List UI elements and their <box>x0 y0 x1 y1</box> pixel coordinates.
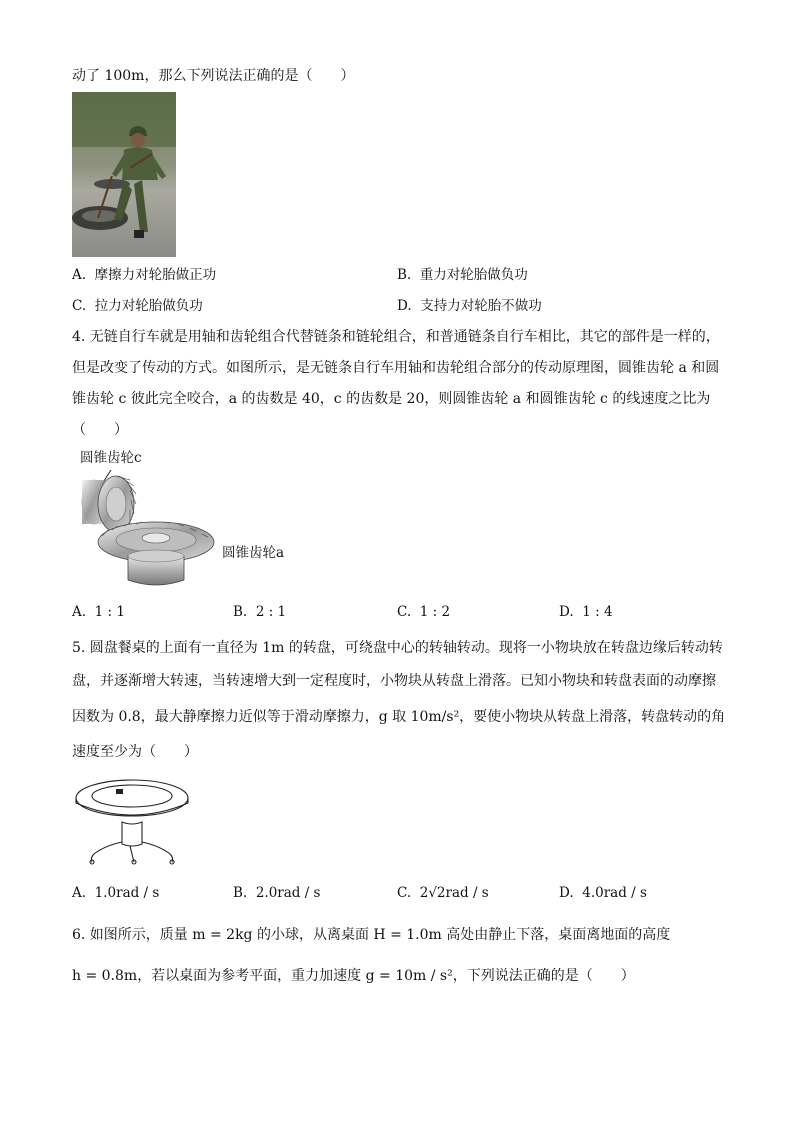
q4-stem-line-4: （ ） <box>72 422 128 438</box>
q5-stem-line-4: 速度至少为（ ） <box>72 744 198 760</box>
q3-option-c: C. 拉力对轮胎做负功 <box>72 298 203 314</box>
q6-stem-line-1: 6. 如图所示，质量 m = 2kg 的小球，从离桌面 H = 1.0m 高处由静止下落，桌面离地面的高度 <box>72 927 671 943</box>
gear-c-label: 圆锥齿轮c <box>80 450 142 466</box>
q5-stem-line-1: 5. 圆盘餐桌的上面有一直径为 1m 的转盘，可绕盘中心的转轴转动。现将一小物块放在转盘边缘后转动转 <box>72 640 723 656</box>
soldier-dragging-tire-photo <box>72 92 176 257</box>
q5-option-a: A. 1.0rad / s <box>72 885 160 901</box>
q3-option-d: D. 支持力对轮胎不做功 <box>397 298 542 314</box>
q6-stem-line-2: h = 0.8m，若以桌面为参考平面，重力加速度 g = 10m / s²，下列说法正确的是（ ） <box>72 968 635 984</box>
bevel-gears-diagram <box>72 470 222 590</box>
q5-stem-line-2: 盘，并逐渐增大转速，当转速增大到一定程度时，小物块从转盘上滑落。已知小物块和转盘表面的动摩擦 <box>72 673 716 689</box>
q4-option-c: C. 1 : 2 <box>397 604 451 620</box>
q4-option-d: D. 1 : 4 <box>559 604 613 620</box>
q4-option-b: B. 2 : 1 <box>233 604 287 620</box>
q5-option-c: C. 2√2rad / s <box>397 885 489 901</box>
q4-stem-line-1: 4. 无链自行车就是用轴和齿轮组合代替链条和链轮组合，和普通链条自行车相比，其它的部件是一样的， <box>72 329 720 345</box>
q4-stem-line-2: 但是改变了传动的方式。如图所示，是无链条自行车用轴和齿轮组合部分的传动原理图，圆锥齿轮 a 和圆 <box>72 360 720 376</box>
q3-stem-tail: 动了 100m，那么下列说法正确的是（ ） <box>72 68 355 84</box>
gear-a-label: 圆锥齿轮a <box>222 545 285 561</box>
q5-option-d: D. 4.0rad / s <box>559 885 647 901</box>
q5-option-b: B. 2.0rad / s <box>233 885 321 901</box>
q5-stem-line-3: 因数为 0.8，最大静摩擦力近似等于滑动摩擦力，g 取 10m/s²，要使小物块从转盘上滑落，转盘转动的角 <box>72 709 726 725</box>
q4-option-a: A. 1 : 1 <box>72 604 125 620</box>
q3-option-b: B. 重力对轮胎做负功 <box>397 267 528 283</box>
q4-stem-line-3: 锥齿轮 c 彼此完全咬合，a 的齿数是 40，c 的齿数是 20，则圆锥齿轮 a 和圆锥齿轮 c 的线速度之比为 <box>72 391 711 407</box>
q3-option-a: A. 摩擦力对轮胎做正功 <box>72 267 217 283</box>
round-table-turntable-diagram <box>74 776 190 866</box>
